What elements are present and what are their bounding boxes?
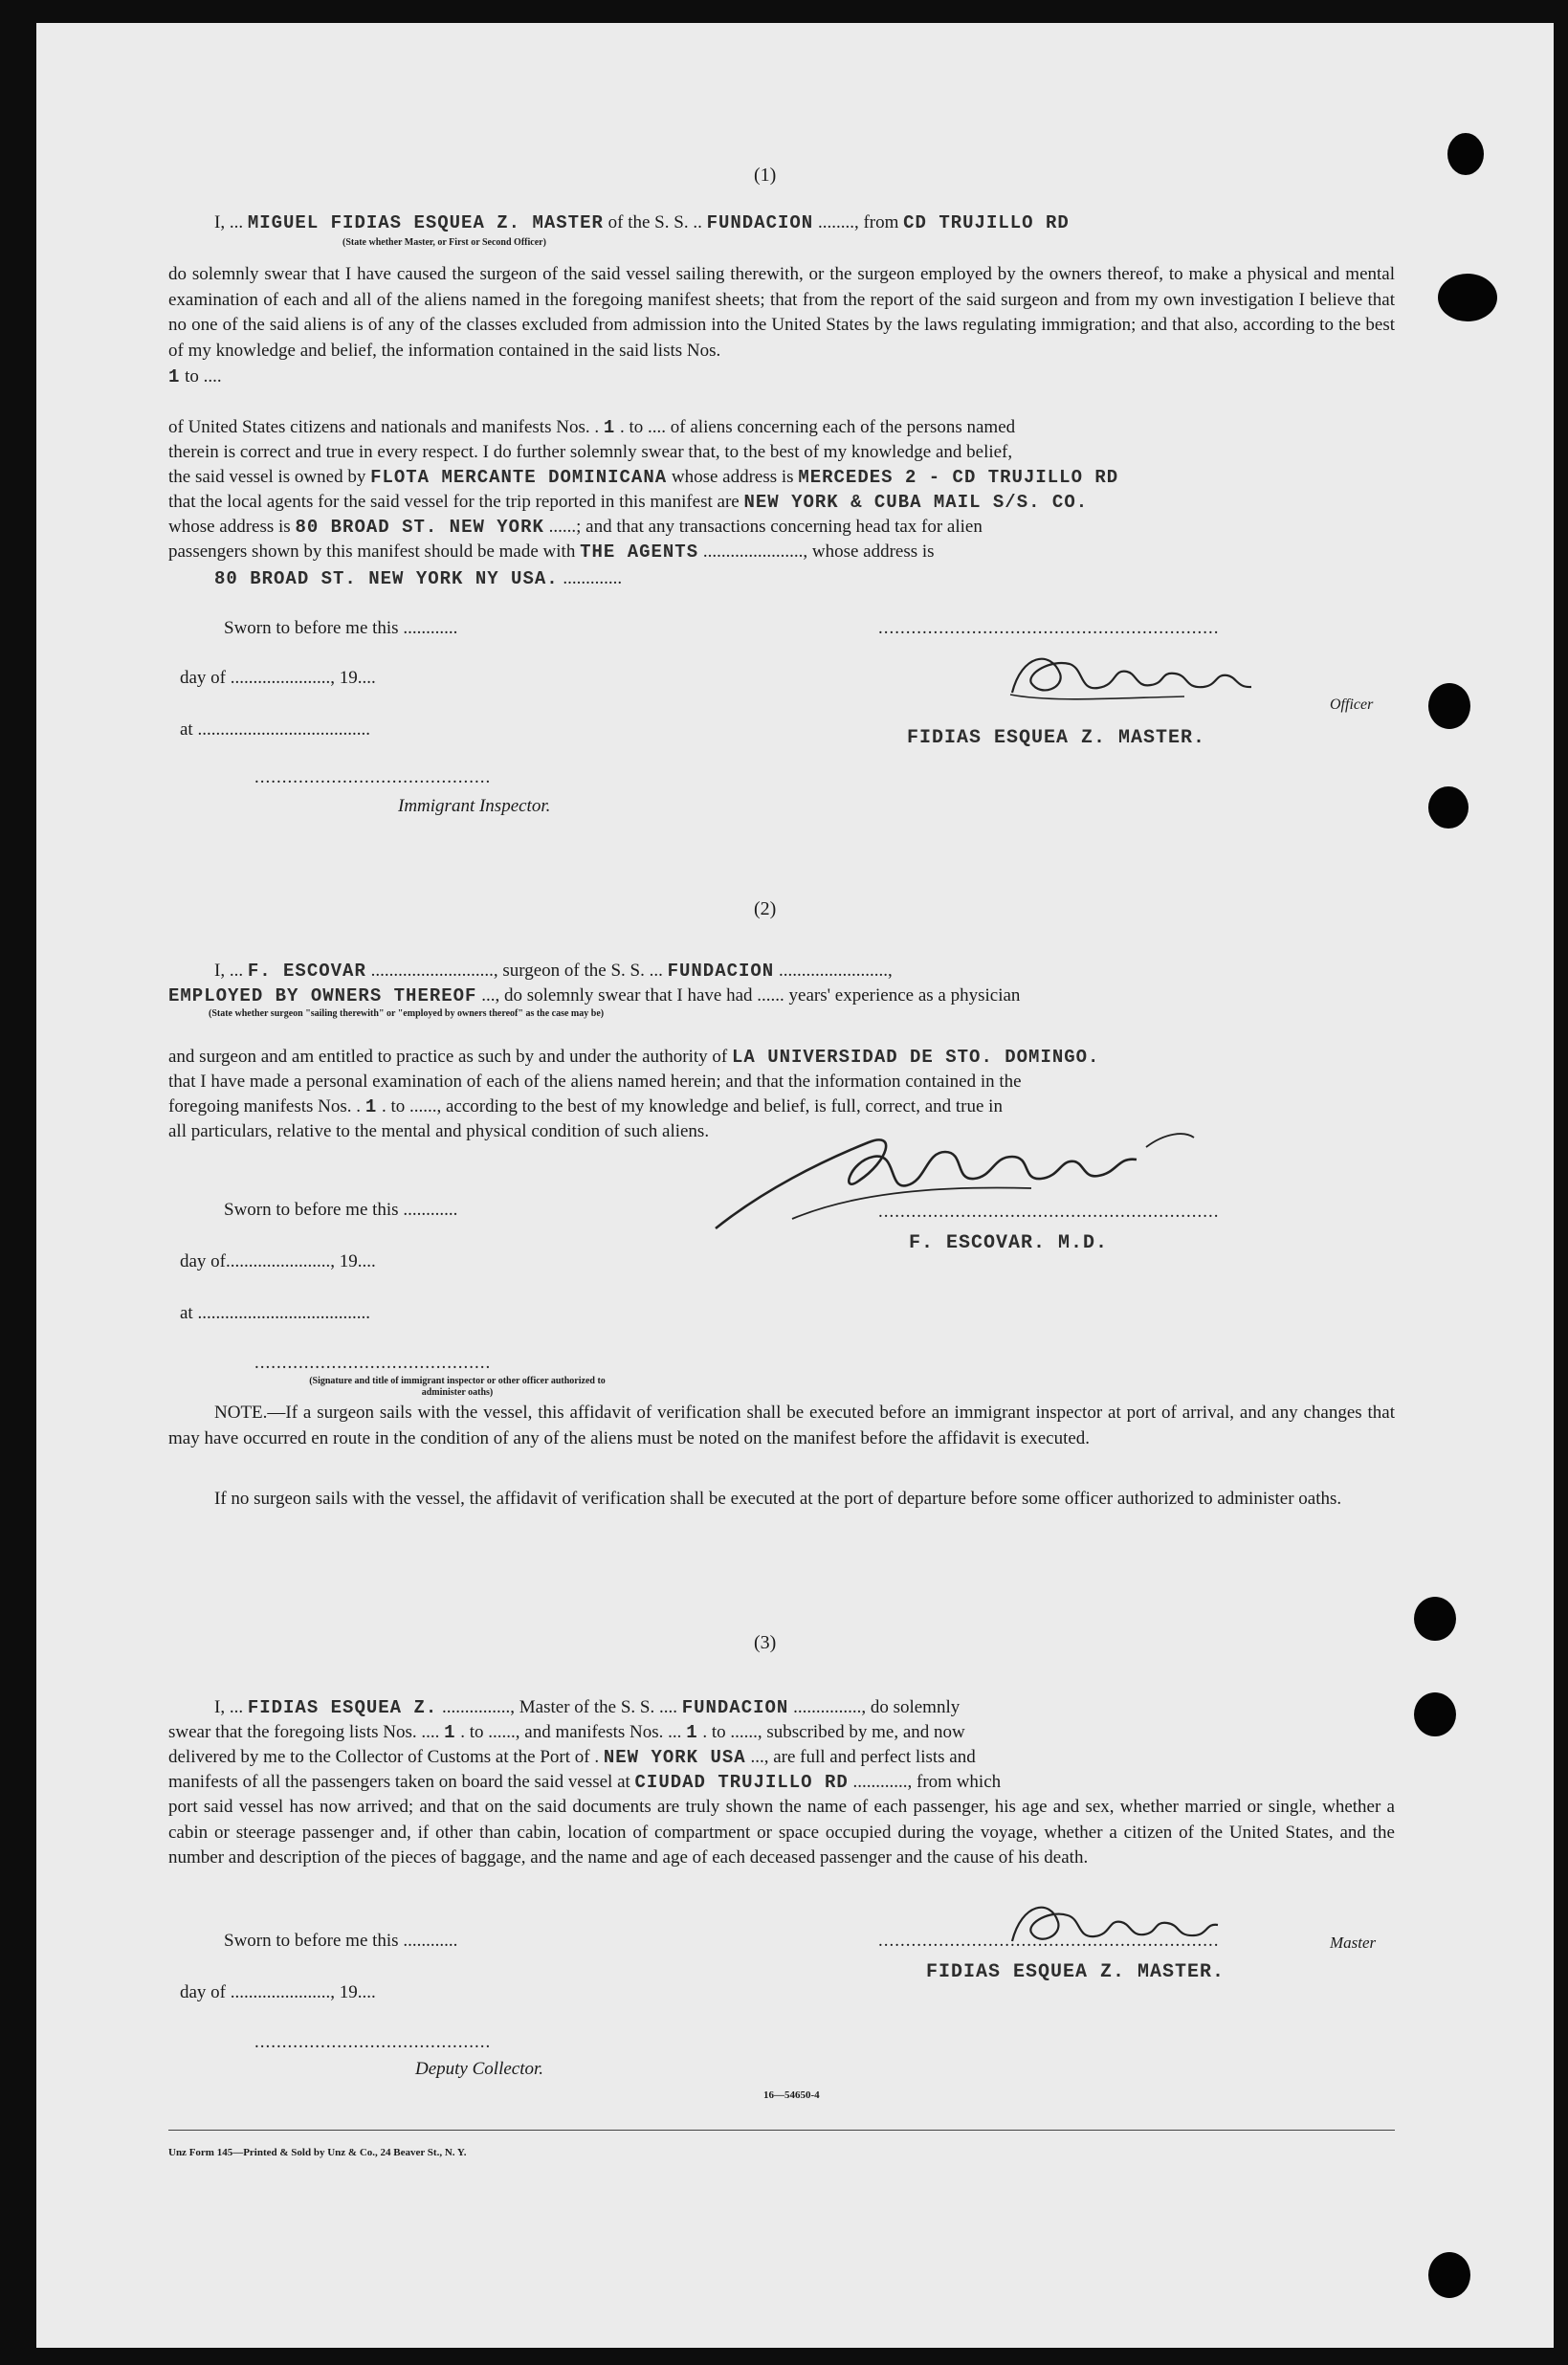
- lists-nos-typed: 1: [168, 366, 181, 387]
- manifests-line-a: foregoing manifests Nos. .: [168, 1096, 362, 1116]
- passengers-label: passengers shown by this manifest should be made with: [168, 542, 576, 562]
- sworn-line: Sworn to before me this ............: [224, 618, 458, 638]
- surgeon-typed-name: F. ESCOVAR. M.D.: [909, 1232, 1109, 1254]
- authority-label: and surgeon and am entitled to practice as such by and under the authority of: [168, 1047, 728, 1067]
- punch-hole: [1428, 2252, 1470, 2298]
- lists-nos-typed: 1: [444, 1722, 456, 1743]
- at-line: at ......................................: [180, 1303, 370, 1323]
- inspector-dots: ...........................................: [254, 1353, 492, 1373]
- surgeon-line-dots: ........................,: [778, 961, 893, 981]
- punch-hole: [1447, 133, 1484, 175]
- particulars-line: all particulars, relative to the mental and physical condition of such aliens.: [168, 1121, 710, 1141]
- sworn-line: Sworn to before me this ............: [224, 1200, 458, 1220]
- whose-address-end: ......................, whose address is: [702, 542, 935, 562]
- note-paragraph-1: NOTE.—If a surgeon sails with the vessel, this affidavit of verification shall be executed before an immigrant inspector at port of arrival, and any changes that may have occurred en route in the condition of any of the aliens must be noted on the manifest before the affidavit is executed.: [168, 1403, 1395, 1448]
- manifest-affidavit-page: [36, 23, 1554, 2348]
- head-tax-text: ......; and that any transactions concerning head tax for alien: [548, 517, 983, 537]
- officer-typed-name: FIDIAS ESQUEA Z. MASTER.: [907, 727, 1206, 749]
- boarded-rest: ............, from which: [852, 1772, 1002, 1792]
- master-label: Master: [1330, 1934, 1377, 1952]
- swear-b: . to ......, and manifests Nos. ...: [460, 1722, 682, 1742]
- master-rest: ..............., Master of the S. S. ....: [442, 1697, 677, 1717]
- authority-typed: LA UNIVERSIDAD DE STO. DOMINGO.: [732, 1047, 1100, 1068]
- day-of-line: day of ......................, 19....: [180, 1982, 376, 2002]
- officer-signature-dots: ..............................................................: [878, 618, 1220, 638]
- punch-hole: [1438, 274, 1497, 321]
- port-label: delivered by me to the Collector of Customs at the Port of .: [168, 1747, 600, 1767]
- at-line: at ......................................: [180, 719, 370, 740]
- punch-hole: [1428, 683, 1470, 729]
- boarded-label: manifests of all the passengers taken on board the said vessel at: [168, 1772, 630, 1792]
- tax-address-typed: 80 BROAD ST. NEW YORK NY USA.: [214, 568, 559, 589]
- manifest-nos-typed: 1: [686, 1722, 698, 1743]
- day-of-line: day of ......................, 19....: [180, 668, 376, 688]
- master-name-typed: FIDIAS ESQUEA Z.: [247, 1697, 438, 1718]
- manifest-nos-typed: 1: [364, 1096, 378, 1117]
- port-typed: NEW YORK USA: [603, 1747, 746, 1768]
- footer-rule: [168, 2130, 1395, 2131]
- printer-footer: Unz Form 145—Printed & Sold by Unz & Co., 24 Beaver St., N. Y.: [168, 2147, 467, 2158]
- surgeon-employment-typed: EMPLOYED BY OWNERS THEREOF: [168, 985, 477, 1006]
- sworn-line: Sworn to before me this ............: [224, 1931, 458, 1951]
- officer-caption: (State whether Master, or First or Second Officer): [342, 237, 546, 248]
- day-of-line: day of......................., 19....: [180, 1251, 376, 1271]
- port-rest: ..., are full and perfect lists and: [750, 1747, 976, 1767]
- ship-rest: ..............., do solemnly: [793, 1697, 961, 1717]
- section-intro: I, ...: [214, 212, 244, 232]
- citizens-line-b: . to .... of aliens concerning each of the persons named: [620, 417, 1016, 437]
- inspector-caption: Immigrant Inspector.: [398, 796, 551, 816]
- punch-hole: [1414, 1597, 1456, 1641]
- exam-line: that I have made a personal examination of each of the aliens named herein; and that the information contained in the: [168, 1072, 1022, 1092]
- owner-typed: FLOTA MERCANTE DOMINICANA: [370, 467, 668, 488]
- swear-a: swear that the foregoing lists Nos. ....: [168, 1722, 440, 1742]
- collector-dots: ...........................................: [254, 2032, 492, 2052]
- agent-address-label: whose address is: [168, 517, 291, 537]
- section-number: (2): [754, 898, 777, 919]
- owner-address-label: whose address is: [671, 467, 794, 487]
- master-signature: [993, 1889, 1280, 1956]
- from-label: ........, from: [817, 212, 899, 232]
- note-paragraph-2: If no surgeon sails with the vessel, the affidavit of verification shall be executed at the port of departure before some officer authorized to administer oaths.: [214, 1489, 1342, 1509]
- employment-caption: (State whether surgeon "sailing therewith" or "employed by owners thereof" as the case may be): [209, 1008, 605, 1019]
- officer-label: Officer: [1330, 696, 1374, 713]
- section1-body: do solemnly swear that I have caused the surgeon of the said vessel sailing therewith, or the surgeon employed by the owners thereof, to make a physical and mental examination of each and all of the aliens named in the foregoing manifest sheets; that from the report of the said surgeon and from my own investigation I believe that no one of the said aliens is of any of the classes excluded from admission into the United States by the laws regulating immigration; and that also, according to the best of my knowledge and belief, the information contained in the said lists Nos.: [168, 264, 1395, 361]
- surgeon-line-rest: ..........................., surgeon of the S. S. ...: [370, 961, 663, 981]
- from-port-typed: CD TRUJILLO RD: [903, 212, 1070, 233]
- ship-name-typed: FUNDACION: [667, 961, 775, 982]
- section-intro: I, ...: [214, 1697, 244, 1717]
- ship-name-typed: FUNDACION: [706, 212, 814, 233]
- punch-hole: [1414, 1692, 1456, 1736]
- surgeon-signature: [706, 1104, 1204, 1238]
- tax-party-typed: THE AGENTS: [580, 542, 699, 563]
- ship-label: of the S. S. ..: [607, 212, 702, 232]
- master-signature-dots: ..............................................................: [878, 1931, 1220, 1951]
- swear-c: . to ......, subscribed by me, and now: [702, 1722, 965, 1742]
- citizens-line-a: of United States citizens and nationals and manifests Nos. .: [168, 417, 600, 437]
- surgeon-name-typed: F. ESCOVAR: [247, 961, 366, 982]
- correct-line: therein is correct and true in every respect. I do further solemnly swear that, to the best of my knowledge and belief,: [168, 442, 1013, 462]
- owner-address-typed: MERCEDES 2 - CD TRUJILLO RD: [798, 467, 1119, 488]
- section-intro: I, ...: [214, 961, 244, 981]
- agents-typed: NEW YORK & CUBA MAIL S/S. CO.: [743, 492, 1089, 513]
- section-number: (3): [754, 1632, 777, 1653]
- agent-address-typed: 80 BROAD ST. NEW YORK: [295, 517, 544, 538]
- manifests-line-b: . to ......, according to the best of my knowledge and belief, is full, correct, and true in: [381, 1096, 1003, 1116]
- boarded-port-typed: CIUDAD TRUJILLO RD: [634, 1772, 849, 1793]
- surgeon-signature-dots: ..............................................................: [878, 1202, 1220, 1222]
- section-number: (1): [754, 165, 777, 186]
- inspector-caption: (Signature and title of immigrant inspector or other officer authorized to administer oaths): [309, 1376, 606, 1398]
- collector-caption: Deputy Collector.: [415, 2059, 544, 2079]
- punch-hole: [1428, 786, 1469, 829]
- ship-name-typed: FUNDACION: [681, 1697, 789, 1718]
- manifest-nos-typed: 1: [603, 417, 616, 438]
- inspector-dots: ...........................................: [254, 767, 492, 787]
- section3-body: port said vessel has now arrived; and that on the said documents are truly shown the name of each passenger, his age and sex, whether married or single, whether a cabin or steerage passenger and, if other than cabin, location of compartment or space occupied during the voyage, whether a citizen of the United States, and the number and description of the pieces of baggage, and the name and age of each deceased passenger and the cause of his death.: [168, 1797, 1395, 1868]
- master-name-typed: MIGUEL FIDIAS ESQUEA Z. MASTER: [247, 212, 604, 233]
- officer-signature: [993, 635, 1337, 712]
- lists-to: to ....: [185, 366, 222, 387]
- owned-by-label: the said vessel is owned by: [168, 467, 366, 487]
- tax-address-dots: .............: [563, 568, 623, 588]
- form-number: 16—54650-4: [763, 2089, 820, 2101]
- years-text: ..., do solemnly swear that I have had ...... years' experience as a physician: [481, 985, 1021, 1006]
- master-typed-name: FIDIAS ESQUEA Z. MASTER.: [926, 1961, 1226, 1983]
- agents-label: that the local agents for the said vessel for the trip reported in this manifest are: [168, 492, 740, 512]
